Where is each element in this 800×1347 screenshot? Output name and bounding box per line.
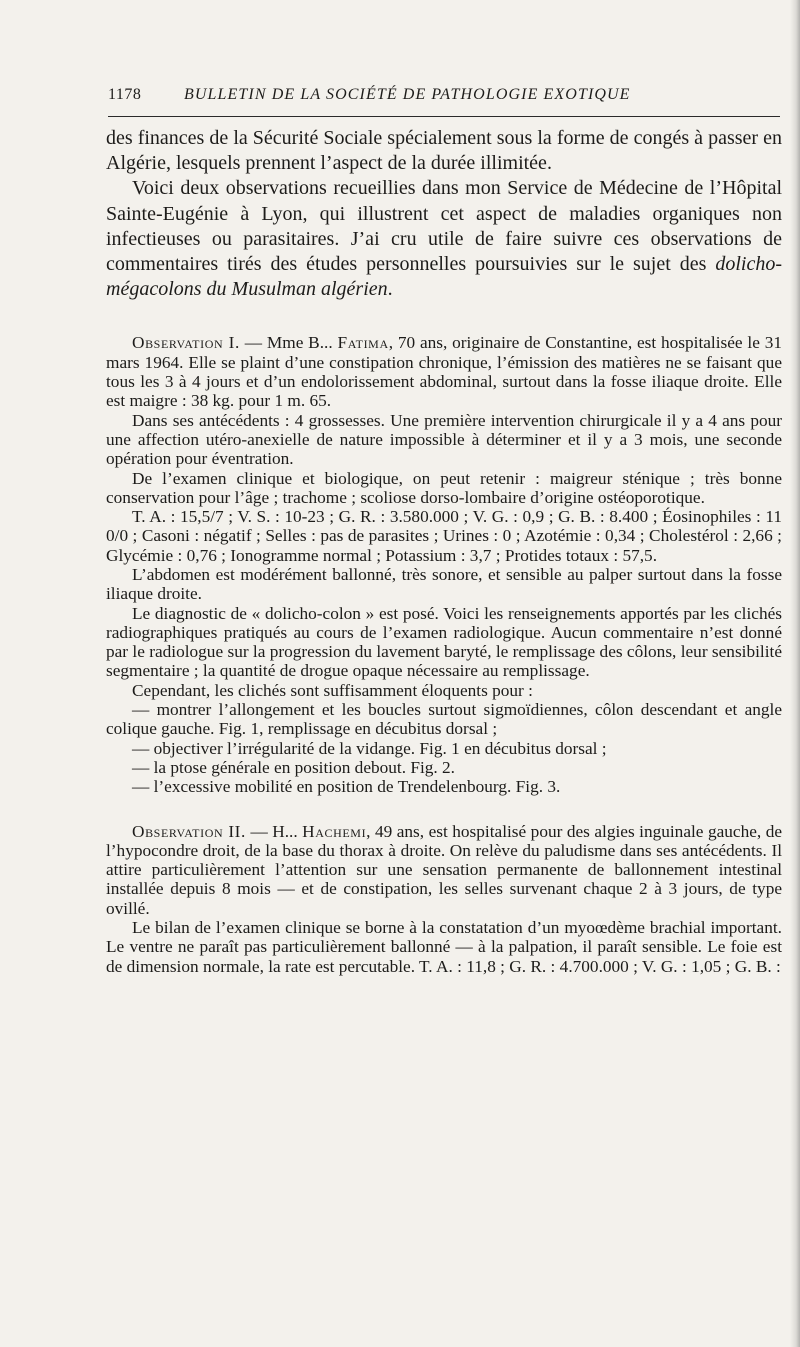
observation-2-dash: — H...	[245, 821, 303, 841]
observation-1-paragraph: Dans ses antécédents : 4 grossesses. Une première intervention chirurgicale il y a 4 ans pour une affection utéro-anexielle de nature impossible à déterminer et il y a 3 mois, une seconde opération pour éventration.	[106, 410, 782, 469]
observation-1-paragraph: De l’examen clinique et biologique, on peut retenir : maigreur sténique ; très bonne conservation pour l’âge ; trachome ; scoliose dorso-lombaire d’origine ostéoporotique.	[106, 468, 782, 507]
observation-1-label: Observation I.	[132, 333, 240, 353]
observation-1-paragraph: Cependant, les clichés sont suffisamment éloquents pour :	[132, 680, 533, 700]
intro-paragraph-2	[106, 176, 782, 302]
observation-1-list-item: — la ptose générale en position debout. Fig. 2.	[132, 757, 456, 777]
intro-paragraph-2-text: Voici deux observations recueillies dans mon Service de Médecine de l’Hôpital Sainte-Eugénie à Lyon, qui illustrent cet aspect de maladies organiques non infectieuses ou parasitaires. J’ai cru utile de faire suivre ces observations de commentaires tirés des études personnelles poursuivies sur le sujet des	[106, 177, 782, 276]
observation-1-lead	[106, 333, 782, 410]
header-rule	[108, 116, 780, 117]
section-gap	[106, 797, 782, 822]
observation-2-text: , 49 ans, est hospitalisé pour des algies inguinale gauche, de l’hypocondre droit, de la base du thorax à droite. On relève du paludisme dans ses antécédents. Il attire particulièrement l’attention sur une sensation permanente de ballonnement intestinal installée depuis 8 mois — et de constipation, les selles survenant chaque 2 à 3 jours, de type ovillé.	[106, 821, 783, 918]
page-number: 1178	[108, 86, 142, 103]
observation-1-text: , 70 ans, originaire de Constantine, est hospitalisée le 31 mars 1964. Elle se plaint d’une constipation chronique, l’émission des matières ne se faisant que tous les 3 à 4 jours et d’un endolorissement abdominal, surtout dans la fosse iliaque droite. Elle est maigre : 38 kg. pour 1 m. 65.	[106, 333, 782, 411]
observation-2-label: Observation II.	[132, 821, 246, 841]
observation-2-paragraph: Le bilan de l’examen clinique se borne à la constatation d’un myoœdème brachial important. Le ventre ne paraît pas particulièrement ballonné — à la palpation, il paraît sensible. Le foie est de dimension normale, la rate est percutable. T. A. : 11,8 ; G. R. : 4.700.000 ; V. G. : 1,05 ; G. B. :	[106, 918, 782, 976]
section-gap	[106, 302, 782, 333]
intro-paragraph-2-end: .	[387, 278, 393, 301]
observation-1-paragraph: Le diagnostic de « dolicho-colon » est posé. Voici les renseignements apportés par les clichés radiographiques pratiqués au cours de l’examen radiologique. Aucun commentaire n’est donné par le radiologue sur la progression du lavement baryté, le remplissage des côlons, leur sensibilité segmentaire ; la quantité de drogue opaque nécessaire au remplissage.	[106, 603, 782, 681]
observation-1-patient-name: Fatima	[337, 333, 389, 353]
intro-paragraph-1: des finances de la Sécurité Sociale spécialement sous la forme de congés à passer en Algérie, lesquels prennent l’aspect de la durée illimitée.	[106, 127, 782, 175]
observation-1-list-item: — l’excessive mobilité en position de Trendelenbourg. Fig. 3.	[132, 777, 561, 797]
scan-edge-shadow	[790, 0, 800, 1347]
observation-1-list-item: — objectiver l’irrégularité de la vidange. Fig. 1 en décubitus dorsal ;	[132, 738, 607, 758]
observation-2-patient-name: Hachemi	[302, 821, 367, 841]
observation-1-dash: — Mme B...	[239, 333, 338, 353]
body-text	[106, 126, 782, 976]
observation-1-paragraph: L’abdomen est modérément ballonné, très sonore, et sensible au palper surtout dans la fosse iliaque droite.	[106, 564, 782, 604]
running-header	[108, 86, 780, 110]
journal-title: BULLETIN DE LA SOCIÉTÉ DE PATHOLOGIE EXOTIQUE	[184, 86, 631, 103]
observation-1-lab-values: T. A. : 15,5/7 ; V. S. : 10-23 ; G. R. : 3.580.000 ; V. G. : 0,9 ; G. B. : 8.400 ; Éosinophiles : 11 0/0 ; Casoni : négatif ; Selles : pas de parasites ; Urines : 0 ; Azotémie : 0,34 ; Cholestérol : 2,66 ; Glycémie : 0,76 ; Ionogramme normal ; Potassium : 3,7 ; Protides totaux : 57,5.	[106, 507, 782, 565]
observation-2-lead	[106, 822, 782, 918]
observation-1-list-item: — montrer l’allongement et les boucles surtout sigmoïdiennes, côlon descendant et angle colique gauche. Fig. 1, remplissage en décubitus dorsal ;	[106, 700, 782, 739]
intro-italic-term: dolicho-mégacolons du Musulman algérien	[106, 253, 782, 301]
